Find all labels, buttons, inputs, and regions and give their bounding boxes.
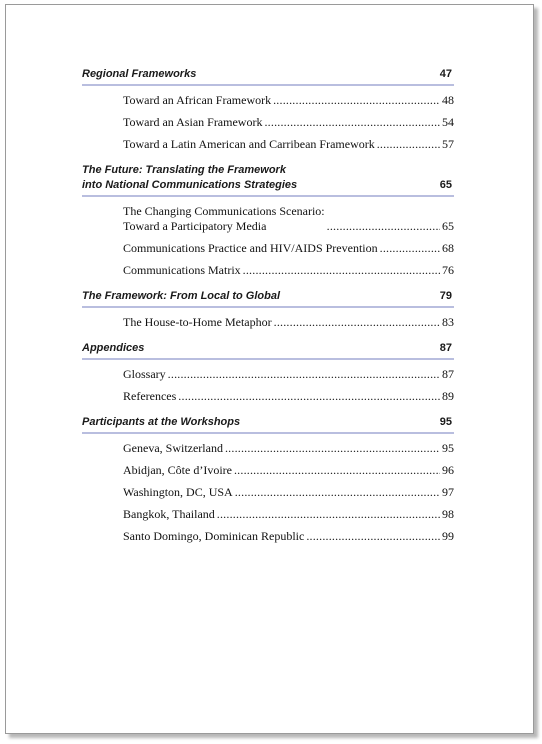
toc-entry[interactable] [82, 137, 454, 152]
dot-leader [234, 463, 440, 478]
toc-entry[interactable] [82, 241, 454, 256]
section-title-line: Participants at the Workshops [82, 416, 241, 428]
toc-entry[interactable] [82, 389, 454, 404]
entry-label [123, 137, 375, 152]
entry-page-number: 87 [442, 367, 454, 381]
section-title [82, 289, 280, 304]
dot-leader [274, 315, 440, 330]
entry-page-number: 97 [442, 485, 454, 499]
section-title-line: Appendices [82, 342, 145, 354]
entry-label-line: References [123, 389, 177, 403]
section-title [82, 163, 297, 193]
entry-page-number: 89 [442, 389, 454, 403]
entry-label-line: Glossary [123, 367, 166, 381]
entry-label [123, 507, 215, 522]
dot-leader [273, 93, 440, 108]
dot-leader [377, 137, 440, 152]
table-of-contents [82, 67, 454, 555]
entry-label [123, 93, 271, 108]
toc-entry[interactable] [82, 263, 454, 278]
entry-page-number: 98 [442, 507, 454, 521]
entry-page-number: 83 [442, 315, 454, 329]
dot-leader [380, 241, 440, 256]
entry-page-number: 48 [442, 93, 454, 107]
entry-label-line: Santo Domingo, Dominican Republic [123, 529, 305, 543]
entry-label [123, 315, 272, 330]
entry-page-number: 68 [442, 241, 454, 255]
section-title-line: The Framework: From Local to Global [82, 290, 281, 302]
section-page-number: 87 [439, 342, 452, 354]
entry-label [123, 367, 166, 382]
entry-label [123, 463, 232, 478]
entry-label-line: Communications Matrix [123, 263, 241, 277]
entry-label [123, 241, 378, 256]
toc-section [82, 289, 454, 330]
entry-page-number: 76 [442, 263, 454, 277]
section-title-line: Regional Frameworks [82, 68, 197, 80]
toc-entry[interactable] [82, 463, 454, 478]
entry-label-line: Bangkok, Thailand [123, 507, 215, 521]
toc-section [82, 341, 454, 404]
dot-leader [243, 263, 440, 278]
entry-label-line: Washington, DC, USA [123, 485, 233, 499]
section-title [82, 341, 144, 356]
entry-label [123, 485, 233, 500]
dot-leader [168, 367, 440, 382]
entry-label [123, 529, 304, 544]
entry-page-number: 57 [442, 137, 454, 151]
toc-entry[interactable] [82, 93, 454, 108]
dot-leader [217, 507, 440, 522]
section-title [82, 67, 196, 82]
toc-section [82, 163, 454, 278]
section-heading[interactable] [82, 415, 454, 434]
entry-label-line: The House-to-Home Metaphor [123, 315, 272, 329]
section-heading[interactable] [82, 341, 454, 360]
entry-label-line: Toward a Participatory Media [123, 219, 267, 233]
toc-section [82, 415, 454, 544]
entry-label [123, 263, 241, 278]
entry-label-line: Communications Practice and HIV/AIDS Prevention [123, 241, 378, 255]
toc-entry[interactable] [82, 115, 454, 130]
entry-page-number: 99 [442, 529, 454, 543]
dot-leader [235, 485, 440, 500]
toc-entry[interactable] [82, 204, 454, 234]
dot-leader [264, 115, 440, 130]
section-page-number: 47 [439, 68, 452, 80]
entry-label [123, 115, 262, 130]
section-title [82, 415, 240, 430]
dot-leader [306, 529, 440, 544]
entry-label-line: Abidjan, Côte d’Ivoire [123, 463, 232, 477]
section-title-line: The Future: Translating the Framework [82, 164, 286, 176]
entry-label [123, 204, 325, 234]
dot-leader [178, 389, 440, 404]
section-heading[interactable] [82, 67, 454, 86]
toc-entry[interactable] [82, 485, 454, 500]
section-heading[interactable] [82, 163, 454, 197]
entry-label [123, 441, 223, 456]
toc-section [82, 67, 454, 152]
entry-label-line: The Changing Communications Scenario: [123, 204, 325, 218]
toc-entry[interactable] [82, 441, 454, 456]
entry-page-number: 65 [442, 219, 454, 233]
toc-entry[interactable] [82, 507, 454, 522]
dot-leader [225, 441, 440, 456]
dot-leader [327, 219, 440, 234]
section-page-number: 95 [439, 416, 452, 428]
toc-entry[interactable] [82, 367, 454, 382]
entry-label-line: Toward an African Framework [123, 93, 272, 107]
entry-label [123, 389, 176, 404]
section-heading[interactable] [82, 289, 454, 308]
entry-label-line: Toward an Asian Framework [123, 115, 263, 129]
document-page [5, 4, 534, 734]
section-page-number: 65 [439, 179, 452, 191]
section-page-number: 79 [439, 290, 452, 302]
toc-entry[interactable] [82, 529, 454, 544]
entry-label-line: Geneva, Switzerland [123, 441, 223, 455]
entry-page-number: 96 [442, 463, 454, 477]
section-title-line: into National Communications Strategies [82, 179, 298, 191]
entry-page-number: 95 [442, 441, 454, 455]
toc-entry[interactable] [82, 315, 454, 330]
entry-page-number: 54 [442, 115, 454, 129]
entry-label-line: Toward a Latin American and Carribean Framework [123, 137, 375, 151]
